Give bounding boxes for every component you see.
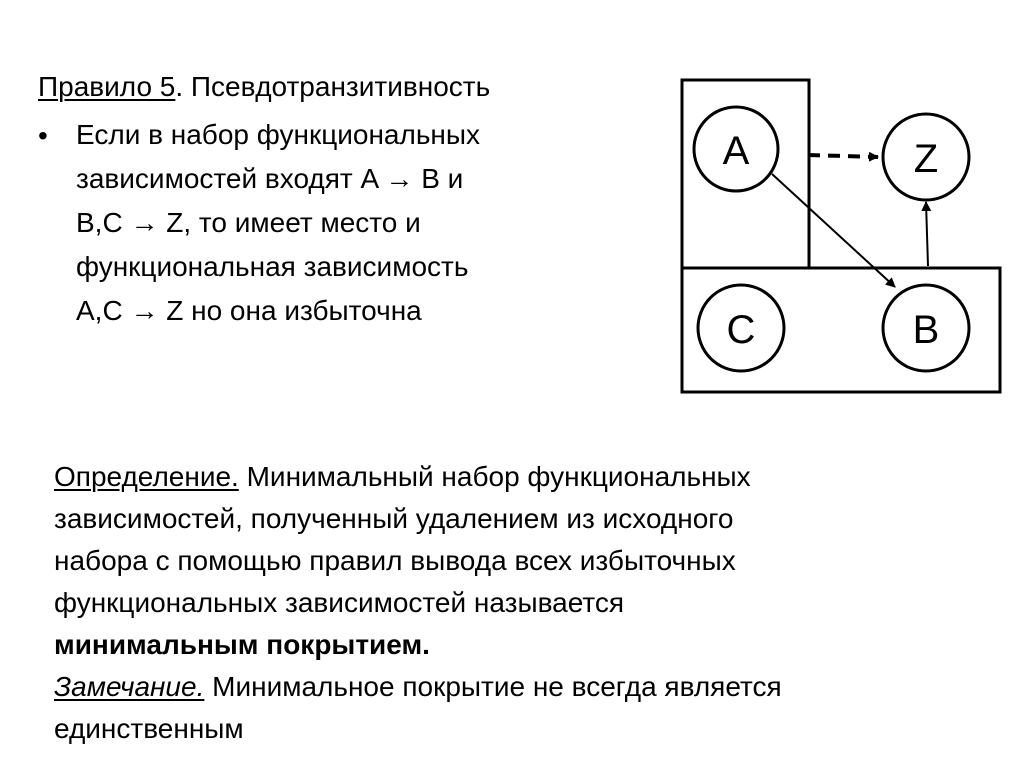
definition-line-3: набора с помощью правил вывода всех избыточных — [54, 545, 736, 576]
remark-text: Минимальное покрытие не всегда является — [204, 671, 782, 702]
dashed-arrow-a-z — [808, 155, 878, 157]
definition-term: минимальным покрытием — [54, 629, 423, 660]
node-z-label: Z — [913, 137, 939, 181]
rule-description — [76, 118, 616, 338]
bullet-marker: • — [38, 120, 48, 151]
node-c-label: C — [726, 308, 756, 352]
dependency-diagram — [670, 70, 1010, 402]
definition-term-end: . — [422, 629, 430, 660]
rule-title — [38, 70, 490, 104]
remark-line-1 — [54, 670, 984, 712]
definition-line-4: функциональных зависимостей называется — [54, 587, 625, 618]
remark-line-2: единственным — [54, 713, 244, 744]
definition-label: Определение. — [54, 461, 239, 492]
rule-line-4: функциональная зависимость — [76, 251, 469, 282]
remark-label: Замечание. — [54, 671, 205, 702]
definition-line-5 — [54, 628, 984, 670]
node-b-label: B — [912, 308, 940, 352]
rule-name: . Псевдотранзитивность — [175, 71, 491, 102]
arrow-b-z — [926, 202, 928, 266]
rule-line-2: зависимостей входят A → B и — [76, 163, 464, 194]
definition-text-1: Минимальный набор функциональных — [238, 461, 751, 492]
definition-line-1 — [54, 460, 984, 502]
definition-block — [54, 460, 984, 754]
rule-label: Правило 5 — [38, 71, 176, 102]
definition-line-2: зависимостей, полученный удалением из исходного — [54, 503, 734, 534]
node-a-label: A — [722, 129, 750, 173]
rule-line-3: B,C → Z, то имеет место и — [76, 207, 421, 238]
rule-line-5: A,C → Z но она избыточна — [76, 295, 422, 326]
rule-line-1: Если в набор функциональных — [76, 119, 481, 150]
